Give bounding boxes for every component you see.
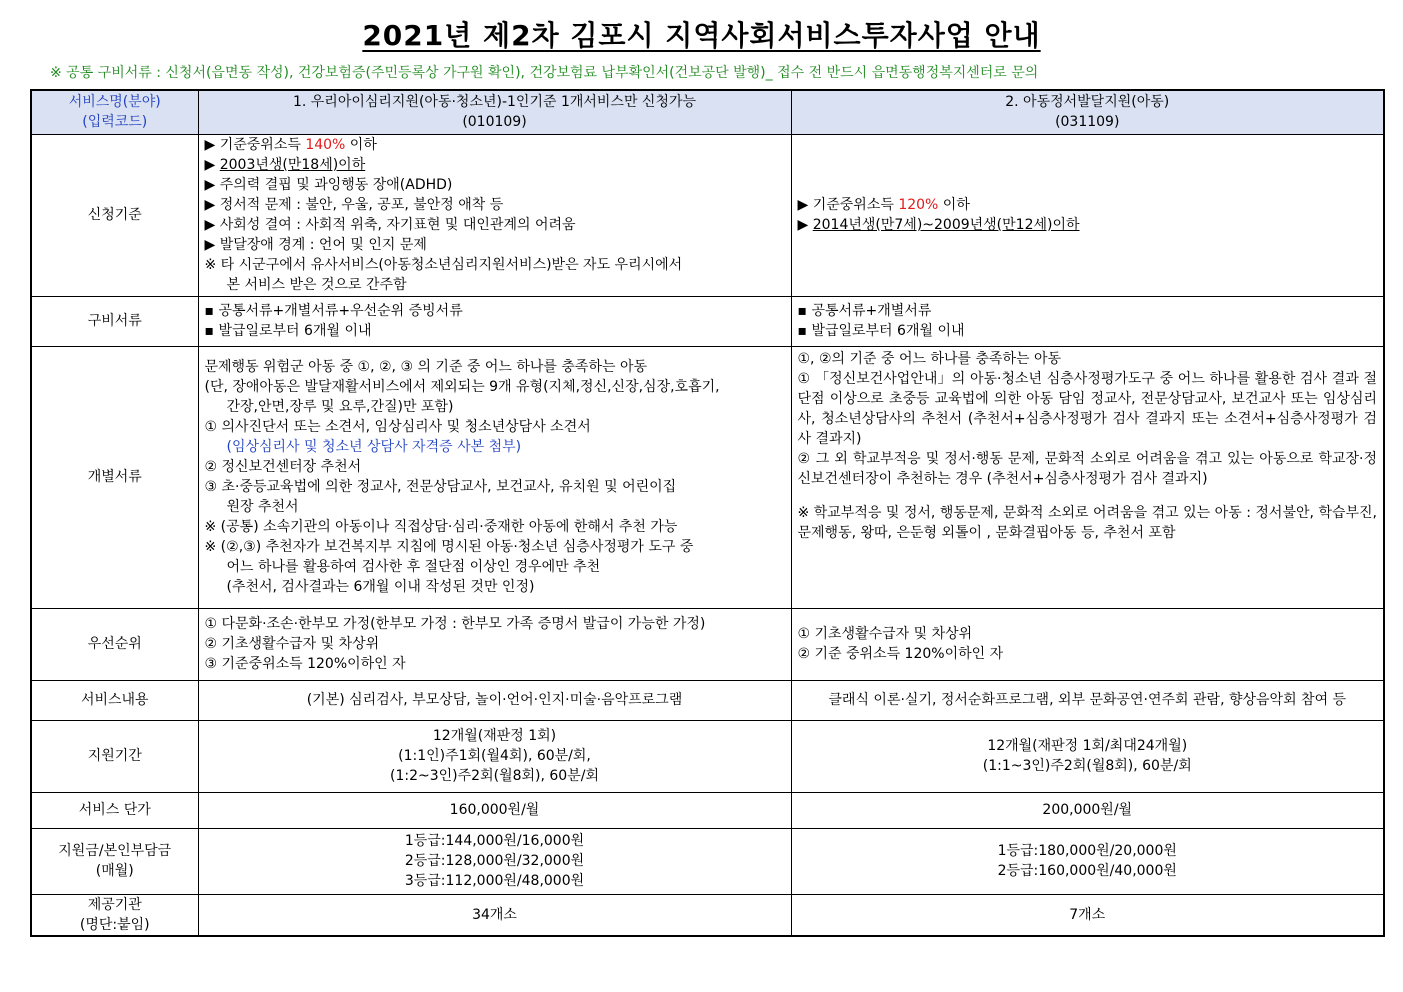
docs-label: 구비서류 xyxy=(31,296,198,346)
period-line: (1:1~3인)주2회(월8회), 60분/회 xyxy=(982,758,1192,774)
header-label-cell xyxy=(31,90,198,134)
individual-line: 원장 추천서 xyxy=(226,499,299,515)
price-row xyxy=(31,792,1384,828)
service1-criteria xyxy=(198,134,791,296)
individual-line-blue: (임상심리사 및 청소년 상담사 자격증 사본 첨부) xyxy=(226,439,522,455)
priority-label: 우선순위 xyxy=(31,608,198,680)
providers-label xyxy=(31,894,198,936)
criteria-item: ▶ 발달장애 경계 : 언어 및 인지 문제 xyxy=(204,237,427,253)
individual-line: 문제행동 위험군 아동 중 ①, ②, ③ 의 기준 중 어느 하나를 충족하는 아동 xyxy=(204,359,648,375)
subsidy-grade: 1등급:180,000원/20,000원 xyxy=(997,843,1177,859)
service2-providers: 7개소 xyxy=(791,894,1384,936)
service1-content: (기본) 심리검사, 부모상담, 놀이·언어·인지·미술·음악프로그램 xyxy=(198,680,791,720)
individual-line: (추천서, 검사결과는 6개월 이내 작성된 것만 인정) xyxy=(226,579,535,595)
content-row xyxy=(31,680,1384,720)
service1-individual-docs xyxy=(198,346,791,608)
individual-line: ※ (공통) 소속기관의 아동이나 직접상담·심리·중재한 아동에 한해서 추천 가능 xyxy=(204,519,678,535)
service2-docs xyxy=(791,296,1384,346)
period-row xyxy=(31,720,1384,792)
header-row xyxy=(31,90,1384,134)
service2-name: 2. 아동정서발달지원(아동) xyxy=(1005,94,1170,111)
period-line: (1:1인)주1회(월4회), 60분/회, xyxy=(398,748,591,764)
priority-item: ② 기초생활수급자 및 차상위 xyxy=(204,636,380,652)
providers-label-line1: 제공기관 xyxy=(87,896,142,913)
individual-line: ③ 초·중등교육법에 의한 정교사, 전문상담교사, 보건교사, 유치원 및 어린이집 xyxy=(204,479,677,495)
criteria-item: ▶ 주의력 결핍 및 과잉행동 장애(ADHD) xyxy=(204,177,453,193)
period-line: 12개월(재판정 1회/최대24개월) xyxy=(987,738,1188,754)
criteria-row xyxy=(31,134,1384,296)
priority-item: ① 기초생활수급자 및 차상위 xyxy=(797,626,973,642)
criteria-item: ▶ 기준중위소득 140% 이하 xyxy=(204,137,377,153)
period-label: 지원기간 xyxy=(31,720,198,792)
subsidy-grade: 2등급:128,000원/32,000원 xyxy=(404,853,585,869)
individual-line: ※ (②,③) 추천자가 보건복지부 지침에 명시된 아동·청소년 심층사정평가 도구 중 xyxy=(204,539,694,555)
subsidy-grade: 2등급:160,000원/40,000원 xyxy=(997,863,1177,879)
page-title xyxy=(0,14,1403,54)
age-limit: 2014년생(만7세)~2009년생(만12세)이하 xyxy=(812,217,1080,233)
docs-item: ▪ 공통서류+개별서류 xyxy=(797,303,932,319)
criteria-note: ※ 타 시군구에서 유사서비스(아동청소년심리지원서비스)받은 자도 우리시에서 xyxy=(204,257,683,273)
docs-item: ▪ 발급일로부터 6개월 이내 xyxy=(204,323,372,339)
docs-item: ▪ 공통서류+개별서류+우선순위 증빙서류 xyxy=(204,303,463,319)
providers-label-line2: (명단:붙임) xyxy=(79,916,150,933)
period-line: (1:2~3인)주2회(월8회), 60분/회 xyxy=(390,768,599,784)
header-service2-cell xyxy=(791,90,1384,134)
individual-paragraph: ② 그 외 학교부적응 및 정서·행동 문제, 문화적 소외로 어려움을 겪고 있는 아동으로 학교장·정신보건센터장이 추천하는 경우 (추천서+심층사정평가 검사 결과지) xyxy=(797,450,1377,487)
subsidy-label-line1: 지원금/본인부담금 xyxy=(58,843,172,859)
individual-note: ※ 학교부적응 및 정서, 행동문제, 문화적 소외로 어려움을 겪고 있는 아동 : 정서불안, 학습부진, 문제행동, 왕따, 은둔형 외톨이 , 문화결핍아동 등, 추천서 포함 xyxy=(797,504,1377,541)
service2-criteria xyxy=(791,134,1384,296)
individual-line: 간장,안면,장루 및 요루,간질)만 포함) xyxy=(226,399,454,415)
service1-priority xyxy=(198,608,791,680)
service-info-table xyxy=(30,89,1385,937)
service2-priority xyxy=(791,608,1384,680)
individual-line: ①, ②의 기준 중 어느 하나를 충족하는 아동 xyxy=(797,350,1062,367)
age-limit: 2003년생(만18세)이하 xyxy=(219,157,366,173)
period-line: 12개월(재판정 1회) xyxy=(432,728,557,744)
individual-docs-label: 개별서류 xyxy=(31,346,198,608)
service2-individual-docs xyxy=(791,346,1384,608)
individual-line: 어느 하나를 활용하여 검사한 후 절단점 이상인 경우에만 추천 xyxy=(226,559,601,575)
service1-name: 1. 우리아이심리지원(아동·청소년)-1인기준 1개서비스만 신청가능 xyxy=(292,94,697,111)
service1-period xyxy=(198,720,791,792)
service2-period xyxy=(791,720,1384,792)
service1-subsidy xyxy=(198,828,791,894)
page-title-text: 2021년 제2차 김포시 지역사회서비스투자사업 안내 xyxy=(362,19,1041,52)
price-label: 서비스 단가 xyxy=(31,792,198,828)
criteria-item: ▶ 기준중위소득 120% 이하 xyxy=(797,197,970,213)
income-percent: 140% xyxy=(305,137,346,153)
subsidy-grade: 1등급:144,000원/16,000원 xyxy=(404,833,585,849)
service2-subsidy xyxy=(791,828,1384,894)
subsidy-label xyxy=(31,828,198,894)
individual-line: ① 의사진단서 또는 소견서, 임상심리사 및 청소년상담사 소견서 xyxy=(204,419,591,435)
subsidy-row xyxy=(31,828,1384,894)
subsidy-grade: 3등급:112,000원/48,000원 xyxy=(404,873,585,889)
individual-paragraph: ① 「정신보건사업안내」의 아동·청소년 심층사정평가도구 중 어느 하나를 활용한 검사 결과 절단점 이상으로 초중등 교육법에 의한 아동 담임 정교사, 전문상담교사, 보건교사 또는 임상심리사, 청소년상담사의 추천서 (추천서+심층사정평가 검사 결과지 또는 소견서+심층사정평가 검사 결과지) xyxy=(797,370,1377,447)
priority-item: ② 기준 중위소득 120%이하인 자 xyxy=(797,646,1004,662)
service1-docs xyxy=(198,296,791,346)
individual-line: ② 정신보건센터장 추천서 xyxy=(204,459,362,475)
docs-row xyxy=(31,296,1384,346)
income-percent: 120% xyxy=(898,197,939,213)
service1-providers: 34개소 xyxy=(198,894,791,936)
service2-price: 200,000원/월 xyxy=(791,792,1384,828)
common-docs-notice: ※ 공통 구비서류 : 신청서(읍면동 작성), 건강보험증(주민등록상 가구원 확인), 건강보험료 납부확인서(건보공단 발행)_ 접수 전 반드시 읍면동행정복지센터로 문의 xyxy=(50,65,1039,81)
priority-item: ① 다문화·조손·한부모 가정(한부모 가정 : 한부모 가족 증명서 발급이 가능한 가정) xyxy=(204,616,706,632)
docs-item: ▪ 발급일로부터 6개월 이내 xyxy=(797,323,965,339)
priority-row xyxy=(31,608,1384,680)
criteria-item: ▶ 2014년생(만7세)~2009년생(만12세)이하 xyxy=(797,217,1080,233)
service2-content: 클래식 이론·실기, 정서순화프로그램, 외부 문화공연·연주회 관람, 향상음악회 참여 등 xyxy=(791,680,1384,720)
service2-code: (031109) xyxy=(1055,114,1120,131)
header-label-line1: 서비스명(분야) xyxy=(68,94,161,111)
individual-line: (단, 장애아동은 발달재활서비스에서 제외되는 9개 유형(지체,정신,신장,심장,호흡기, xyxy=(204,379,720,395)
priority-item: ③ 기준중위소득 120%이하인 자 xyxy=(204,656,406,672)
providers-row xyxy=(31,894,1384,936)
service1-code: (010109) xyxy=(462,114,527,131)
content-label: 서비스내용 xyxy=(31,680,198,720)
criteria-item: ▶ 사회성 결여 : 사회적 위축, 자기표현 및 대인관계의 어려움 xyxy=(204,217,576,233)
subsidy-label-line2: (매월) xyxy=(95,863,134,879)
criteria-note-cont: 본 서비스 받은 것으로 간주함 xyxy=(226,277,407,293)
criteria-label: 신청기준 xyxy=(31,134,198,296)
criteria-item: ▶ 정서적 문제 : 불안, 우울, 공포, 불안정 애착 등 xyxy=(204,197,504,213)
service1-price: 160,000원/월 xyxy=(198,792,791,828)
header-service1-cell xyxy=(198,90,791,134)
criteria-item: ▶ 2003년생(만18세)이하 xyxy=(204,157,366,173)
individual-docs-row xyxy=(31,346,1384,608)
header-label-line2: (입력코드) xyxy=(82,114,148,131)
